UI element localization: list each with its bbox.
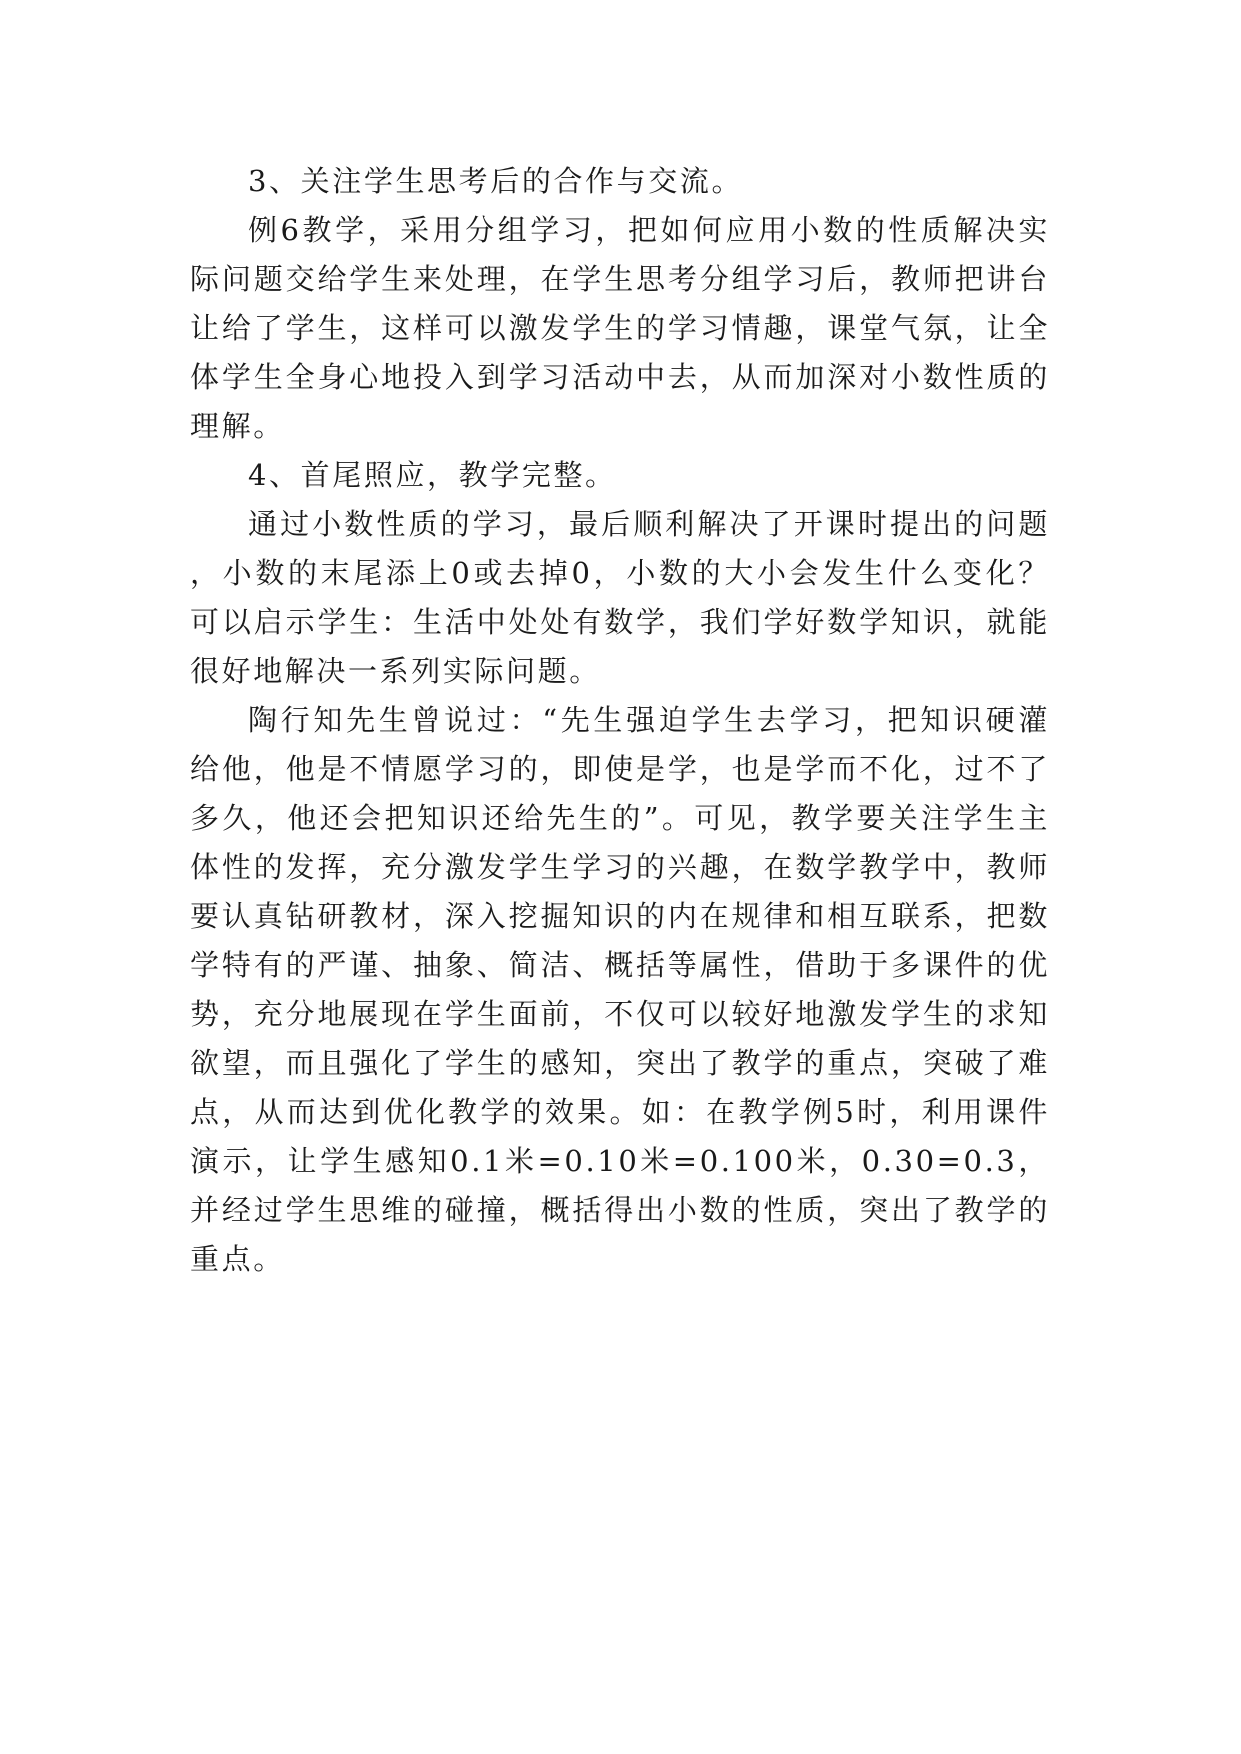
- paragraph-tao-xingzhi-quote: 陶行知先生曾说过：“先生强迫学生去学习，把知识硬灌给他，他是不情愿学习的，即使是学，也是学而不化，过不了多久，他还会把知识还给先生的”。可见，教学要关注学生主体性的发挥，充分激发学生学习的兴趣，在数学教学中，教师要认真钻研教材，深入挖掘知识的内在规律和相互联系，把数学特有的严谨、抽象、简洁、概括等属性，借助于多课件的优势，充分地展现在学生面前，不仅可以较好地激发学生的求知欲望，而且强化了学生的感知，突出了教学的重点，突破了难点，从而达到优化教学的效果。如：在教学例5时，利用课件演示，让学生感知0.1米=0.10米=0.100米，0.30=0.3，并经过学生思维的碰撞，概括得出小数的性质，突出了教学的重点。: [190, 703, 1050, 1276]
- heading-point-4: 4、首尾照应，教学完整。: [248, 458, 617, 492]
- paragraph-decimal-properties: 通过小数性质的学习，最后顺利解决了开课时提出的问题，小数的末尾添上0或去掉0，小数的大小会发生什么变化？可以启示学生：生活中处处有数学，我们学好数学知识，就能很好地解决一系列实际问题。: [190, 507, 1050, 688]
- document-body: [190, 157, 1050, 1284]
- heading-point-3: 3、关注学生思考后的合作与交流。: [248, 164, 744, 198]
- paragraph-example-6: 例6教学，采用分组学习，把如何应用小数的性质解决实际问题交给学生来处理，在学生思考分组学习后，教师把讲台让给了学生，这样可以激发学生的学习情趣，课堂气氛，让全体学生全身心地投入到学习活动中去，从而加深对小数性质的理解。: [190, 213, 1050, 443]
